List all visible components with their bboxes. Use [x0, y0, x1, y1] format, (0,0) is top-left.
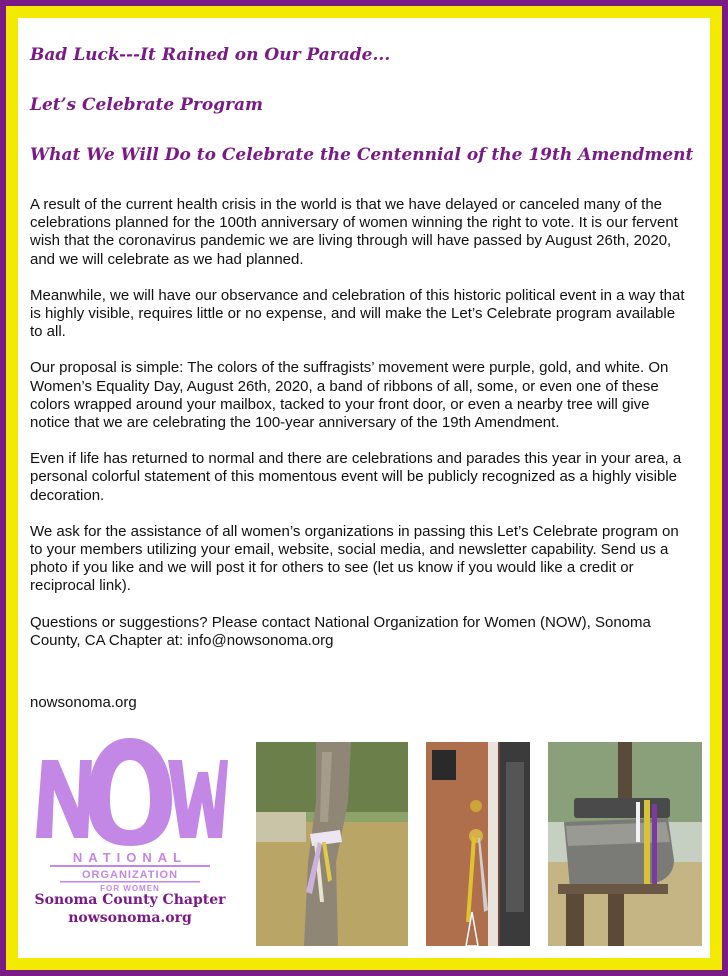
- heading-bad-luck: Bad Luck---It Rained on Our Parade...: [30, 45, 391, 65]
- body-text: [30, 196, 688, 668]
- photo-door-ribbons: [426, 742, 530, 946]
- paragraph-5: We ask for the assistance of all women’s organizations in passing this Let’s Celebrate program on to your members utilizing your email, website, social media, and newsletter capability. Send us a photo if you like and we will post it for others to see (let us know if you would like a credit or reciprocal link).: [30, 522, 679, 595]
- paragraph-6-contact: Questions or suggestions? Please contact National Organization for Women (NOW), Sonoma County, CA Chapter at: info@nowsonoma.org: [30, 613, 651, 649]
- photo-tree-ribbons: [256, 742, 408, 946]
- website-link[interactable]: nowsonoma.org: [30, 694, 137, 711]
- logo-national: NATIONAL: [72, 850, 188, 865]
- logo-organization: ORGANIZATION: [81, 869, 179, 881]
- paragraph-3: Our proposal is simple: The colors of the suffragists’ movement were purple, gold, and white. On Women’s Equality Day, August 26th, 2020, a band of ribbons of all, some, or even one of these colors wrapped around your mailbox, tacked to your front door, or even a nearby tree will give notice that we are celebrating the 100-year anniversary of the 19th Amendment.: [30, 359, 669, 432]
- logo-chapter-name: Sonoma County Chapter: [34, 892, 226, 908]
- logo-url: nowsonoma.org: [68, 910, 192, 926]
- logo-for-women: FOR WOMEN: [100, 884, 160, 893]
- heading-centennial: What We Will Do to Celebrate the Centennial of the 19th Amendment: [30, 145, 694, 165]
- paragraph-2: Meanwhile, we will have our observance and celebration of this historic political event in a way that is highly visible, requires little or no expense, and will make the Let’s Celebrate program available to all.: [30, 286, 685, 341]
- now-logo-letters: [36, 738, 228, 846]
- heading-program-title: Let’s Celebrate Program: [30, 95, 264, 115]
- page-frame: [6, 6, 722, 970]
- paragraph-4: Even if life has returned to normal and there are celebrations and parades this year in your area, a personal colorful statement of this momentous event will be publicly recognized as a highly visible decoration.: [30, 450, 682, 504]
- photo-mailbox-ribbons: [548, 742, 702, 946]
- paragraph-1: A result of the current health crisis in the world is that we have delayed or canceled many of the celebrations planned for the 100th anniversary of women winning the right to vote. It is our fervent wish that the coronavirus pandemic we are living through will have passed by August 26th, 2020, and we will celebrate as we had planned.: [30, 196, 678, 268]
